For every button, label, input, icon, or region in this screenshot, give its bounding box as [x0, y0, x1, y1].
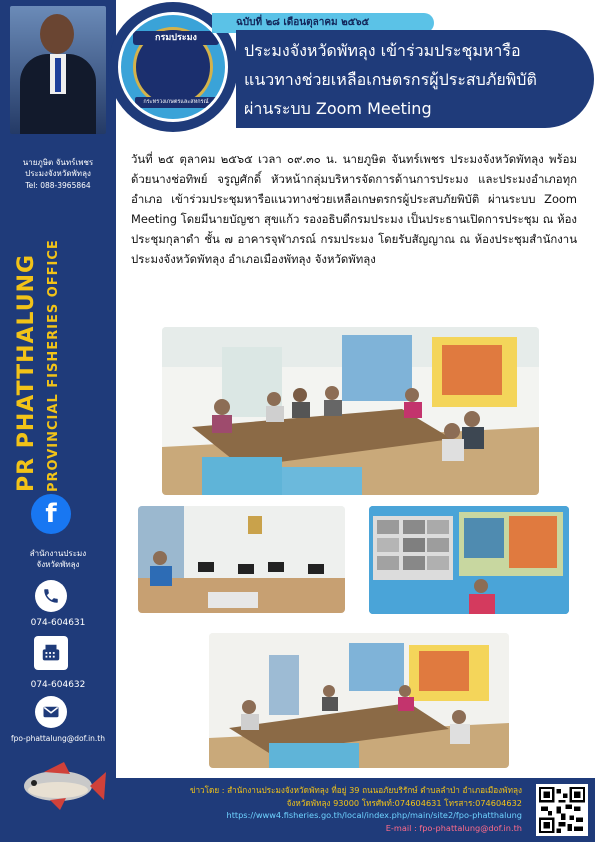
person-title: ประมงจังหวัดพัทลุง: [25, 169, 91, 178]
meeting-photo-main: [162, 327, 539, 495]
vertical-banner: [14, 196, 106, 496]
qr-code[interactable]: [536, 784, 588, 836]
sidebar: [0, 0, 116, 842]
portrait-photo: [10, 6, 106, 134]
facebook-icon[interactable]: f: [31, 494, 71, 534]
meeting-photo-left: [138, 506, 345, 613]
person-tel: Tel: 088-3965864: [25, 181, 91, 190]
footer-email[interactable]: E-mail : fpo-phattalung@dof.in.th: [385, 822, 522, 833]
phone-number: 074-604631: [30, 618, 86, 628]
email-icon[interactable]: [35, 696, 67, 728]
facebook-label[interactable]: [0, 548, 116, 570]
fish-logo: [14, 762, 106, 812]
footer-address-2: จังหวัดพัทลุง 93000 โทรศัพท์:074604631 โทรสาร:074604632: [286, 797, 522, 808]
badge-label: กรมประมง: [133, 31, 219, 45]
headline-box: [236, 30, 594, 128]
phone-icon[interactable]: [35, 580, 67, 612]
footer-address-1: ข่าวโดย : สำนักงานประมงจังหวัดพัทลุง ที่อยู่ 39 ถนนอภัยบริรักษ์ ตำบลลำป่า อำเภอเมืองพัทลุง: [189, 785, 522, 795]
video-call-photo: [369, 506, 569, 614]
headline-line-2: แนวทางช่วยเหลือเกษตรกรผู้ประสบภัยพิบัติ: [244, 70, 537, 89]
headline-line-1: ประมงจังหวัดพัทลุง เข้าร่วมประชุมหารือ: [244, 41, 521, 60]
footer: [116, 778, 595, 842]
fax-icon[interactable]: [34, 636, 68, 670]
headline-line-3: ผ่านระบบ Zoom Meeting: [244, 99, 432, 118]
fax-number: 074-604632: [30, 680, 86, 690]
vertical-title: PR PHATTHALUNG: [14, 253, 39, 492]
vertical-subtitle: PROVINCIAL FISHERIES OFFICE: [46, 239, 61, 492]
facebook-label-line-2: จังหวัดพัทลุง: [36, 560, 80, 569]
person-name: นายภูษิต จันทร์เพชร: [22, 158, 94, 167]
email-address[interactable]: fpo-phattalung@dof.in.th: [10, 734, 106, 743]
body-paragraph: วันที่ ๒๕ ตุลาคม ๒๕๖๕ เวลา ๐๙.๓๐ น. นายภูษิต จันทร์เพชร ประมงจังหวัดพัทลุง พร้อมด้วยนางช่อทิพย์ จรูญศักดิ์ หัวหน้ากลุ่มบริหารจัดการด้านการประมง และประมงอำเภอทุกอำเภอ เข้าร่วมประชุมหารือแนวทางช่วยเหลือเกษตรกรผู้ประสบภัยพิบัติ ผ่านระบบ Zoom Meeting โดยมีนายบัญชา สุขแก้ว รองอธิบดีกรมประมง เป็นประธานเปิดการประชุม ณ ห้องประชุมกุลาดำ ชั้น ๗ อาคารจุฬาภรณ์ กรมประมง โดยรับสัญญาณ ณ ห้องประชุมสำนักงานประมงจังหวัดพัทลุง อำเภอเมืองพัทลุง จังหวัดพัทลุง: [131, 152, 577, 266]
meeting-photo-bottom: [209, 633, 509, 768]
facebook-label-line-1: สำนักงานประมง: [29, 549, 87, 558]
badge-sub: กระทรวงเกษตรและสหกรณ์: [135, 97, 217, 108]
issue-label: ฉบับที่ ๒๘ เดือนตุลาคม ๒๕๖๕: [212, 13, 434, 33]
footer-website-link[interactable]: https://www4.fisheries.go.th/local/index.php/main/site2/fpo-phatthalung: [226, 810, 522, 820]
